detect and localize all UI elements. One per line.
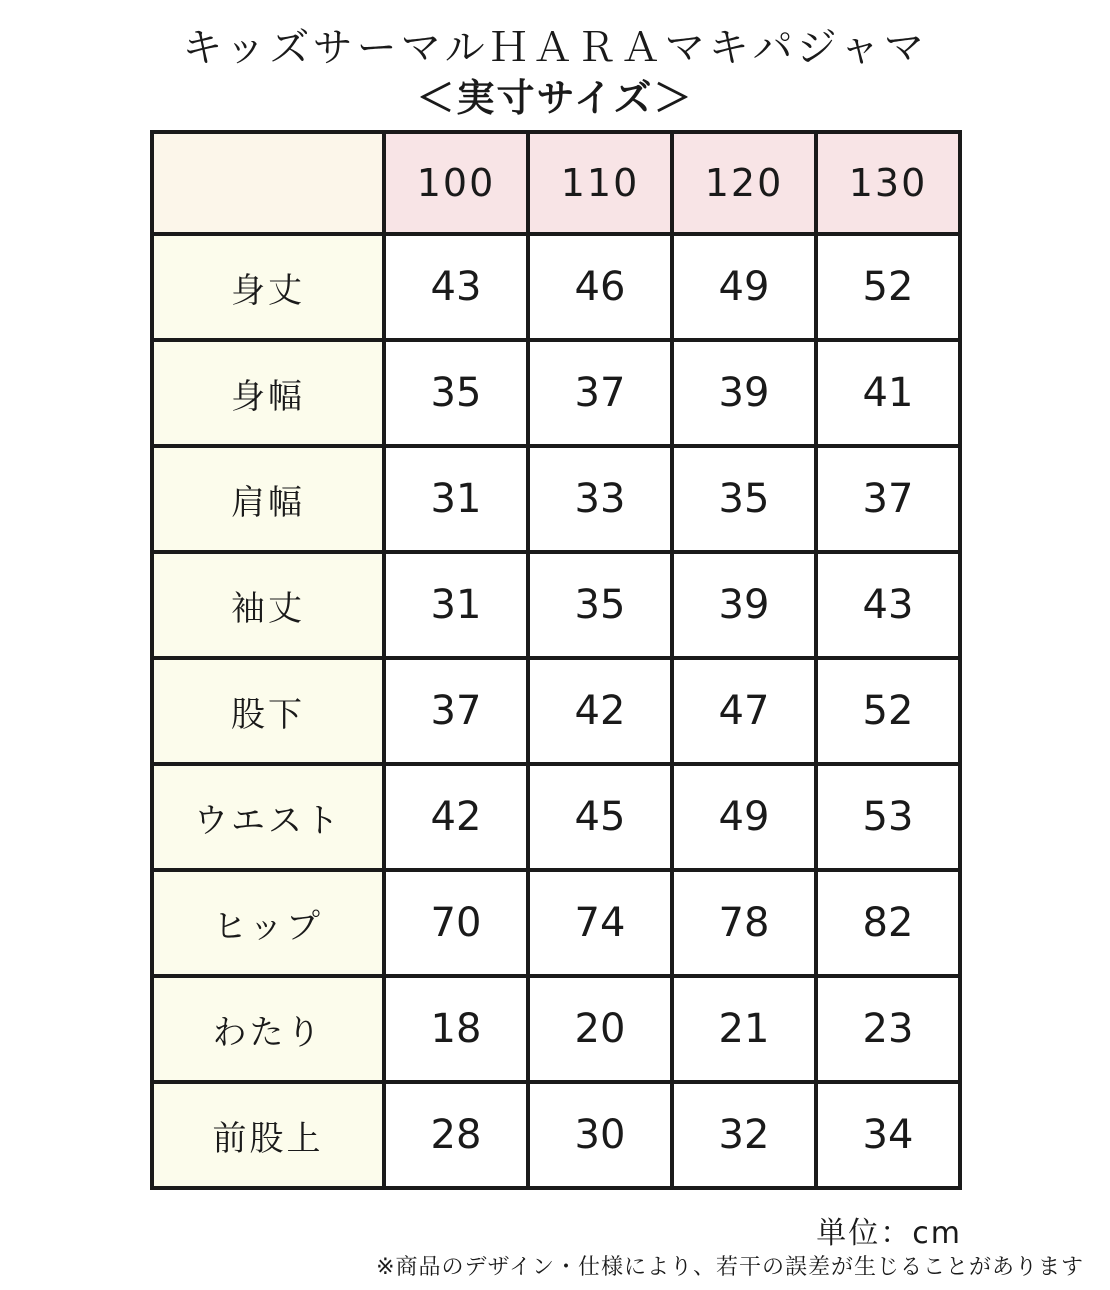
value-cell: 18 <box>384 976 528 1082</box>
table-row <box>152 234 960 340</box>
size-header-cell: 110 <box>528 132 672 234</box>
row-label-cell: わたり <box>152 976 384 1082</box>
value-cell: 37 <box>528 340 672 446</box>
table-row <box>152 870 960 976</box>
value-cell: 74 <box>528 870 672 976</box>
row-label-cell: 肩幅 <box>152 446 384 552</box>
value-cell: 52 <box>816 658 960 764</box>
row-label-cell: 前股上 <box>152 1082 384 1188</box>
value-cell: 53 <box>816 764 960 870</box>
value-cell: 37 <box>816 446 960 552</box>
row-label-cell: ヒップ <box>152 870 384 976</box>
page-title: キッズサーマルＨＡＲＡマキパジャマ <box>182 25 928 71</box>
table-row <box>152 1082 960 1188</box>
value-cell: 31 <box>384 446 528 552</box>
table-row <box>152 976 960 1082</box>
value-cell: 35 <box>672 446 816 552</box>
value-cell: 35 <box>528 552 672 658</box>
table-row <box>152 764 960 870</box>
row-label-cell: ウエスト <box>152 764 384 870</box>
value-cell: 31 <box>384 552 528 658</box>
value-cell: 47 <box>672 658 816 764</box>
value-cell: 28 <box>384 1082 528 1188</box>
row-label-cell: 身幅 <box>152 340 384 446</box>
value-cell: 43 <box>384 234 528 340</box>
value-cell: 39 <box>672 552 816 658</box>
row-label-cell: 袖丈 <box>152 552 384 658</box>
row-label-cell: 股下 <box>152 658 384 764</box>
value-cell: 20 <box>528 976 672 1082</box>
size-header-cell: 120 <box>672 132 816 234</box>
value-cell: 78 <box>672 870 816 976</box>
size-header-cell: 100 <box>384 132 528 234</box>
value-cell: 43 <box>816 552 960 658</box>
page-subtitle: ＜実寸サイズ＞ <box>416 76 694 120</box>
value-cell: 42 <box>384 764 528 870</box>
value-cell: 30 <box>528 1082 672 1188</box>
value-cell: 39 <box>672 340 816 446</box>
value-cell: 70 <box>384 870 528 976</box>
value-cell: 46 <box>528 234 672 340</box>
value-cell: 42 <box>528 658 672 764</box>
value-cell: 49 <box>672 764 816 870</box>
table-row <box>152 446 960 552</box>
disclaimer-note: ※商品のデザイン・仕様により、若干の誤差が生じることがあります <box>376 1255 1084 1280</box>
value-cell: 33 <box>528 446 672 552</box>
unit-label: 単位：cm <box>816 1216 962 1251</box>
value-cell: 52 <box>816 234 960 340</box>
value-cell: 45 <box>528 764 672 870</box>
table-corner-cell <box>152 132 384 234</box>
value-cell: 49 <box>672 234 816 340</box>
value-cell: 37 <box>384 658 528 764</box>
value-cell: 82 <box>816 870 960 976</box>
value-cell: 32 <box>672 1082 816 1188</box>
row-label-cell: 身丈 <box>152 234 384 340</box>
size-header-cell: 130 <box>816 132 960 234</box>
size-table <box>150 130 962 1190</box>
value-cell: 41 <box>816 340 960 446</box>
table-row <box>152 658 960 764</box>
value-cell: 21 <box>672 976 816 1082</box>
table-header-row <box>152 132 960 234</box>
value-cell: 23 <box>816 976 960 1082</box>
table-row <box>152 552 960 658</box>
value-cell: 34 <box>816 1082 960 1188</box>
value-cell: 35 <box>384 340 528 446</box>
table-row <box>152 340 960 446</box>
